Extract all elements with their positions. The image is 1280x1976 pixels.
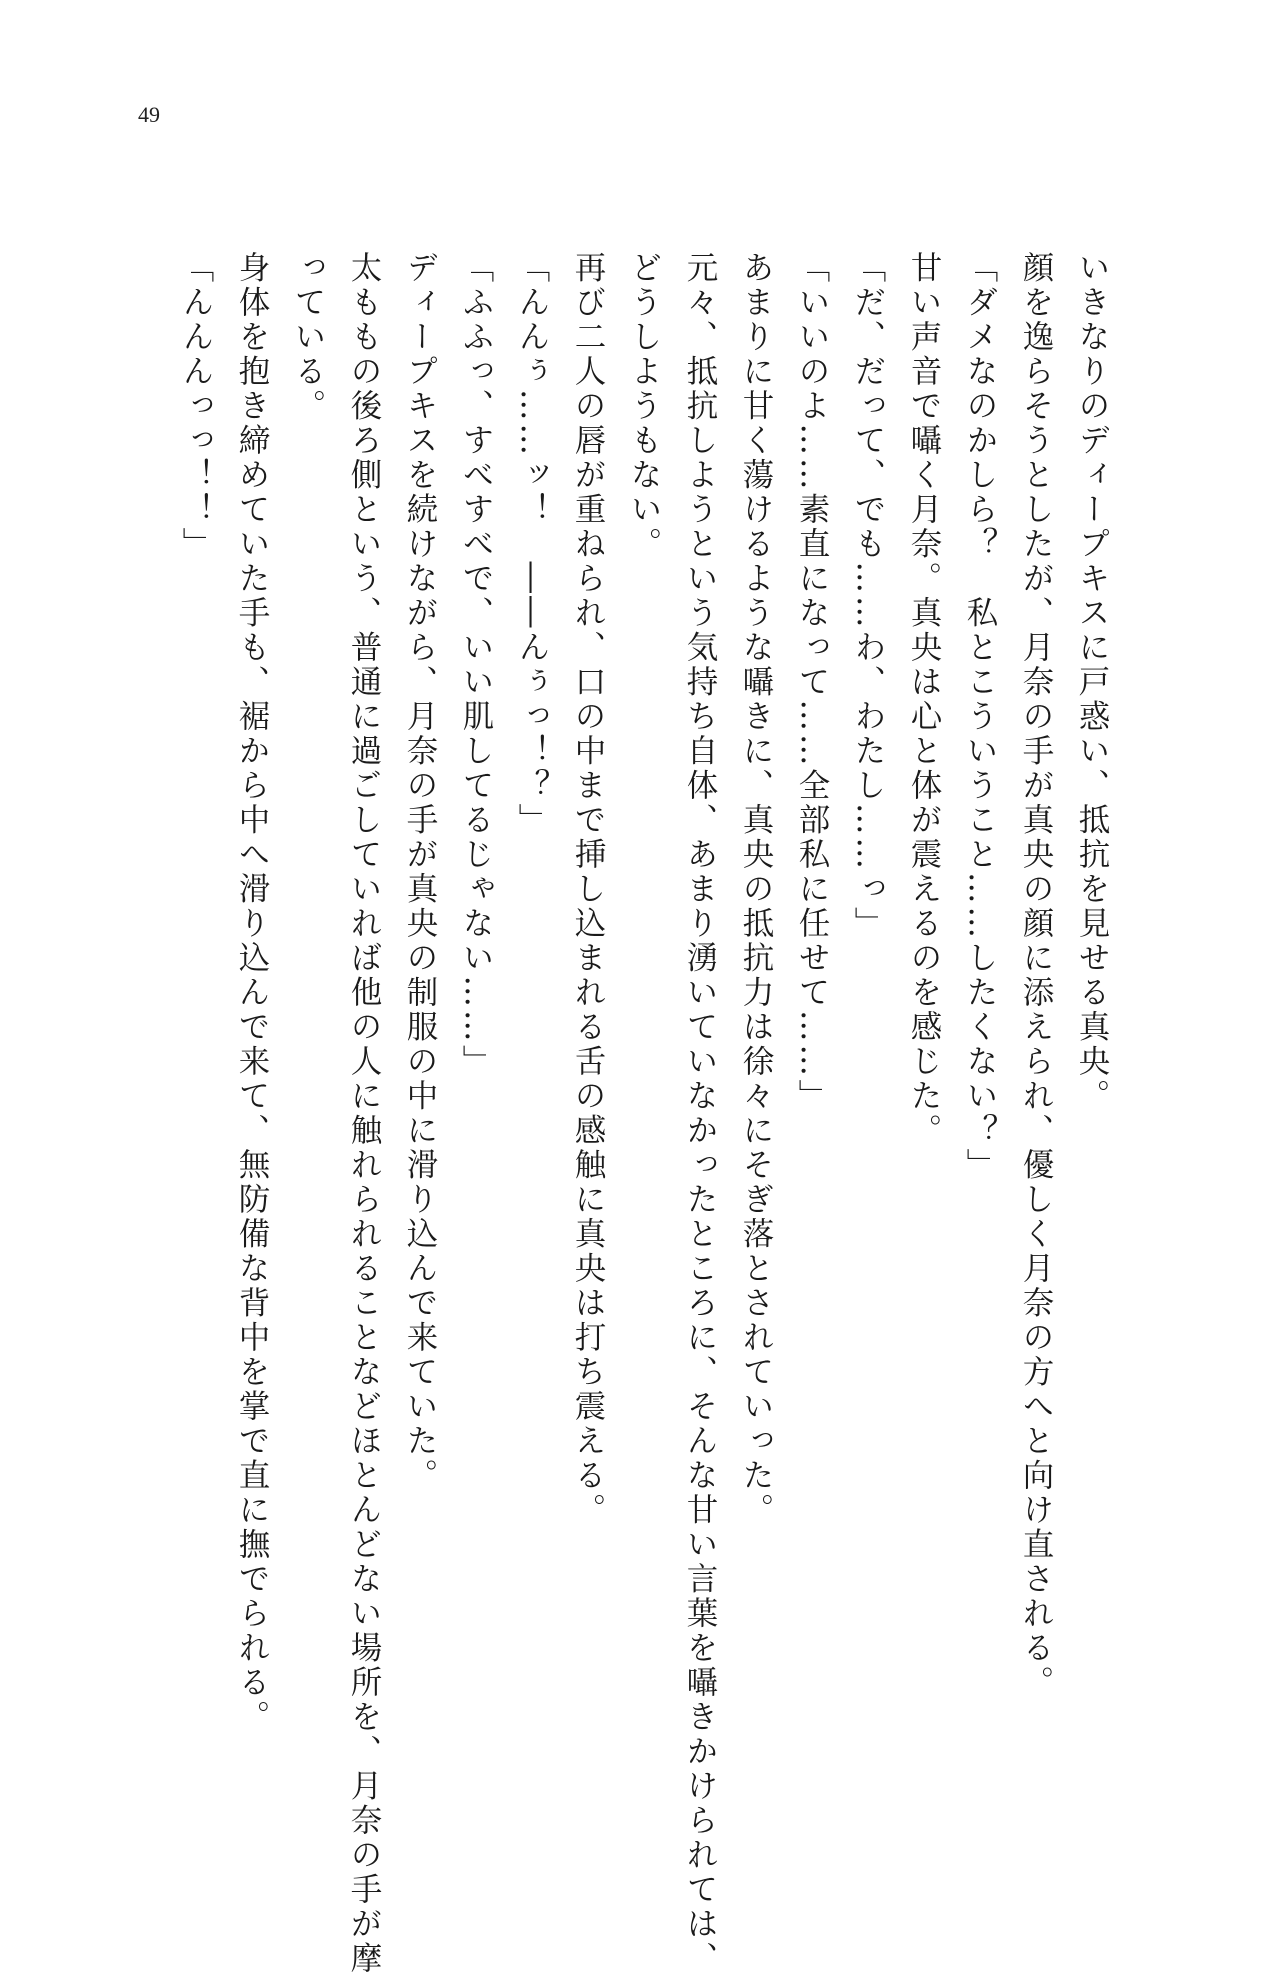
body-text — [178, 251, 1120, 1976]
text-line: 身体を抱き締めていた手も、裾から中へ滑り込んで来て、無防備な背中を掌で直に撫でられる。 — [234, 251, 270, 1735]
text-line: どうしようもない。 — [626, 251, 662, 562]
text-line: 「ふふっ、すべすべで、いい肌してるじゃない……」 — [458, 251, 494, 1079]
text-line: 元々、抵抗しようという気持ち自体、あまり湧いていなかったところに、そんな甘い言葉を囁きかけられては、 — [682, 251, 718, 1976]
text-line: 顔を逸らそうとしたが、月奈の手が真央の顔に添えられ、優しく月奈の方へと向け直される。 — [1018, 251, 1054, 1700]
text-line: 再び二人の唇が重ねられ、口の中まで挿し込まれる舌の感触に真央は打ち震える。 — [570, 251, 606, 1528]
text-line: 太ももの後ろ側という、普通に過ごしていれば他の人に触れられることなどほとんどない場所を、月奈の手が摩 — [346, 251, 382, 1976]
page-number: 49 — [138, 102, 160, 127]
text-line: 「ダメなのかしら？ 私とこういうこと……したくない？」 — [962, 251, 998, 1183]
text-line: あまりに甘く蕩けるような囁きに、真央の抵抗力は徐々にそぎ落とされていった。 — [738, 251, 774, 1528]
text-line: 「だ、だって、でも……わ、わたし……っ」 — [850, 251, 886, 941]
text-line: 「いいのよ……素直になって……全部私に任せて……」 — [794, 251, 830, 1114]
text-line: 「んんぅ……ッ！ ――んぅっ！？」 — [514, 251, 550, 838]
text-line: 甘い声音で囁く月奈。真央は心と体が震えるのを感じた。 — [906, 251, 942, 1148]
text-line: 「んんんっっ！！」 — [178, 251, 214, 562]
text-line: いきなりのディープキスに戸惑い、抵抗を見せる真央。 — [1074, 251, 1110, 1114]
text-line: ディープキスを続けながら、月奈の手が真央の制服の中に滑り込んで来ていた。 — [402, 251, 438, 1493]
text-line: っている。 — [290, 251, 326, 424]
